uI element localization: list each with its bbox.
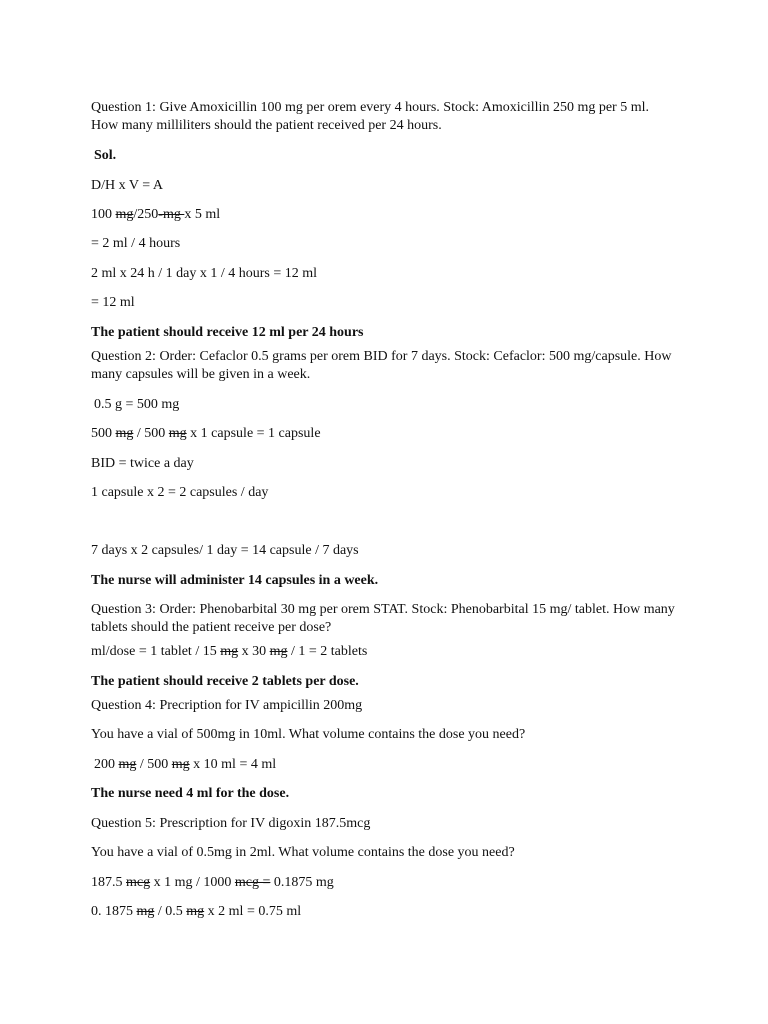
q1-step3: 2 ml x 24 h / 1 day x 1 / 4 hours = 12 ml: [91, 266, 318, 281]
q2-question: Question 2: Order: Cefaclor 0.5 grams per orem BID for 7 days. Stock: Cefaclor: 500 mg/capsule. How many capsules will be given in a week.: [91, 349, 672, 382]
q5-question: Question 5: Prescription for IV digoxin 187.5mcg: [91, 816, 371, 831]
q2-step1: 0.5 g = 500 mg: [94, 397, 180, 412]
q3-answer: The patient should receive 2 tablets per dose.: [91, 674, 359, 689]
q5-step2: 0. 1875 mg / 0.5 mg x 2 ml = 0.75 ml: [91, 904, 302, 919]
q2-step4: 1 capsule x 2 = 2 capsules / day: [91, 485, 269, 500]
q5-step1: 187.5 mcg x 1 mg / 1000 mcg = 0.1875 mg: [91, 875, 334, 890]
q3-question: Question 3: Order: Phenobarbital 30 mg per orem STAT. Stock: Phenobarbital 15 mg/ tablet. How many tablets should the patient receive per dose?: [91, 602, 675, 635]
q4-prompt: You have a vial of 500mg in 10ml. What volume contains the dose you need?: [91, 727, 526, 742]
q2-step5: 7 days x 2 capsules/ 1 day = 14 capsule / 7 days: [91, 543, 359, 558]
q1-sol-label: Sol.: [94, 148, 117, 163]
q1-question: Question 1: Give Amoxicillin 100 mg per orem every 4 hours. Stock: Amoxicillin 250 mg per 5 ml. How many milliliters should the patient received per 24 hours.: [91, 100, 649, 133]
q2-step3: BID = twice a day: [91, 456, 194, 471]
q1-step2: = 2 ml / 4 hours: [91, 236, 181, 251]
q1-answer: The patient should receive 12 ml per 24 hours: [91, 325, 364, 340]
q4-step1: 200 mg / 500 mg x 10 ml = 4 ml: [94, 757, 277, 772]
q1-step1: 100 mg/250-mg x 5 ml: [91, 207, 221, 222]
q1-step4: = 12 ml: [91, 295, 135, 310]
q4-answer: The nurse need 4 ml for the dose.: [91, 786, 290, 801]
q4-question: Question 4: Precription for IV ampicillin 200mg: [91, 698, 363, 713]
q1-formula: D/H x V = A: [91, 178, 163, 193]
q5-prompt: You have a vial of 0.5mg in 2ml. What volume contains the dose you need?: [91, 845, 515, 860]
q2-answer: The nurse will administer 14 capsules in a week.: [91, 573, 379, 588]
q3-step1: ml/dose = 1 tablet / 15 mg x 30 mg / 1 = 2 tablets: [91, 644, 368, 659]
q2-step2: 500 mg / 500 mg x 1 capsule = 1 capsule: [91, 426, 321, 441]
